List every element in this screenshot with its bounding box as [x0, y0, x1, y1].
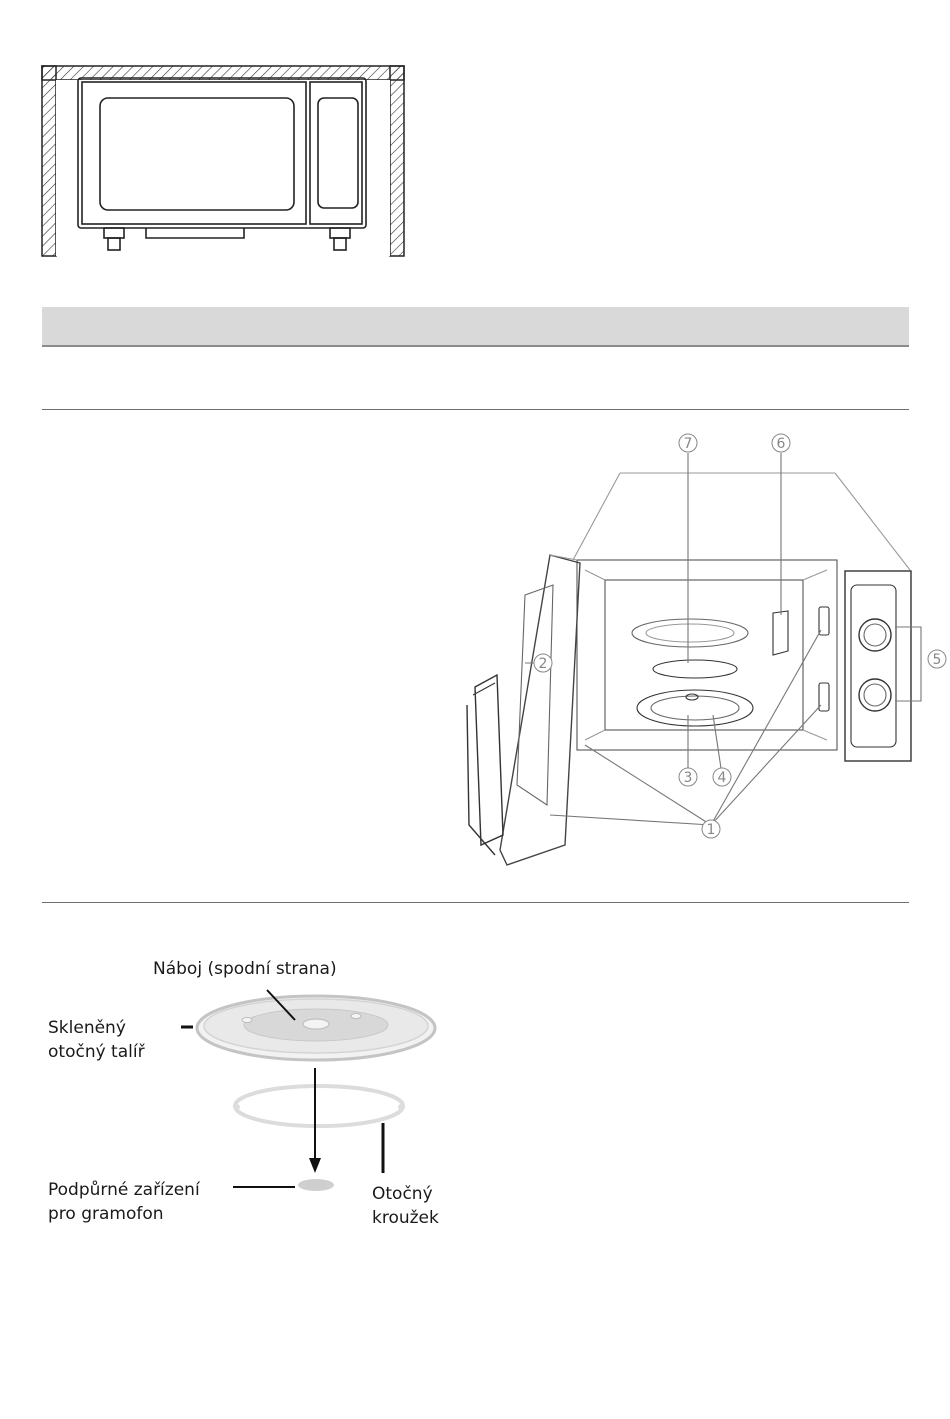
- callout-3: 3: [683, 770, 693, 786]
- divider: [42, 409, 909, 410]
- callout-1: 1: [706, 822, 716, 838]
- callout-4: 4: [717, 770, 727, 786]
- installation-clearance-diagram: [38, 62, 410, 262]
- section-header-bar: [42, 307, 909, 347]
- callout-7: 7: [683, 436, 693, 452]
- microwave-parts-diagram: [455, 425, 950, 875]
- ring-label-line2: kroužek: [372, 1208, 439, 1228]
- ring-label-line1: Otočný: [372, 1184, 433, 1204]
- callout-2: 2: [538, 656, 548, 672]
- callout-5: 5: [932, 652, 942, 668]
- support-label-line2: pro gramofon: [48, 1204, 164, 1224]
- callout-6: 6: [776, 436, 786, 452]
- turntable-assembly-diagram: [175, 980, 450, 1195]
- support-label-line1: Podpůrné zařízení: [48, 1180, 200, 1200]
- glass-tray-label-line2: otočný talíř: [48, 1042, 145, 1062]
- hub-label: Náboj (spodní strana): [153, 959, 337, 979]
- glass-tray-label-line1: Skleněný: [48, 1018, 126, 1038]
- divider: [42, 902, 909, 903]
